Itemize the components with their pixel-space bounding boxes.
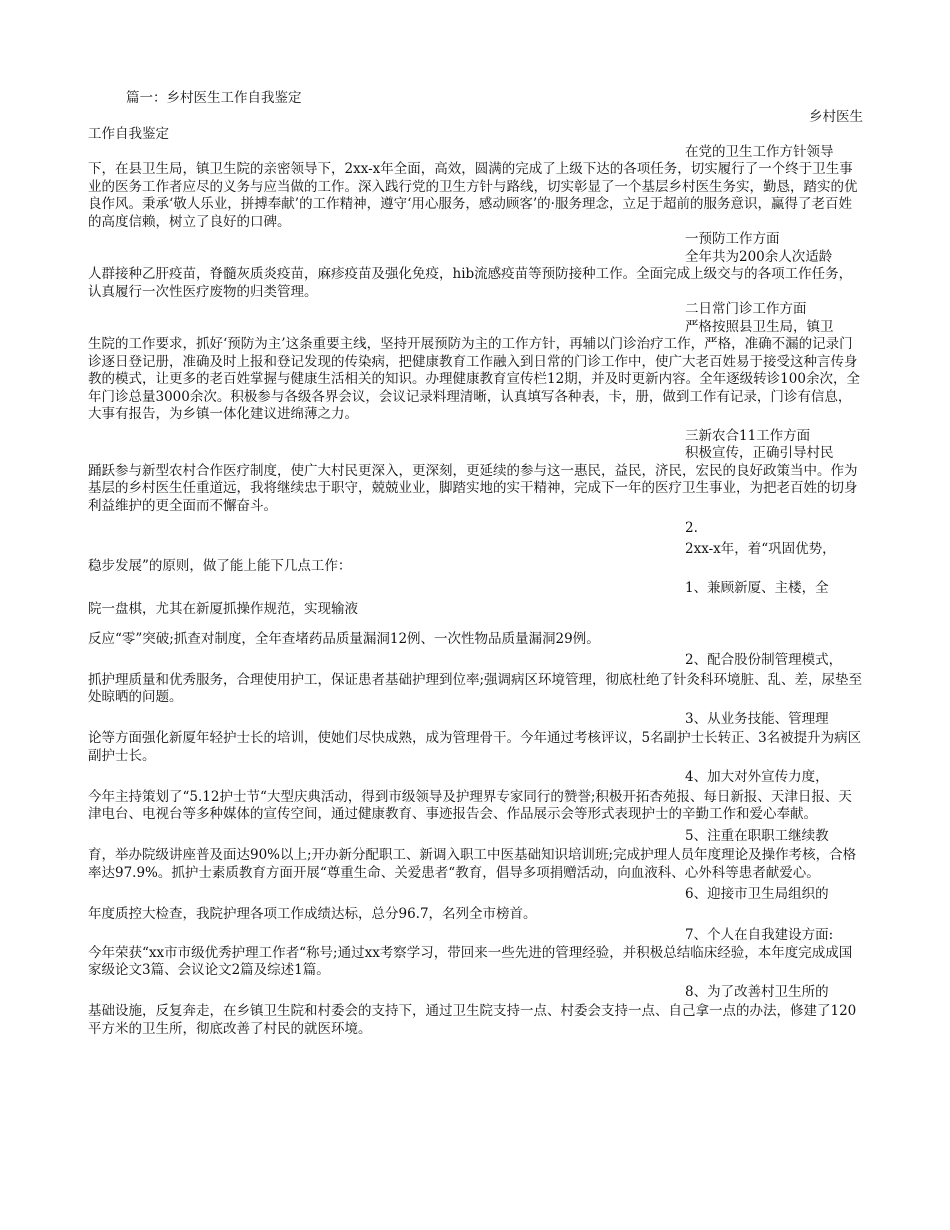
item-lead: 3、从业务技能、管理理 — [685, 710, 829, 727]
doc-subtitle-b: 工作自我鉴定 — [88, 126, 169, 142]
item-lead: 2、配合股份制管理模式， — [685, 652, 843, 668]
document-page — [88, 90, 863, 1038]
paragraph: 下，在县卫生局，镇卫生院的亲密领导下，2xx-x年全面，高效，圆满的完成了上级下达的各项任务，切实履行了一个终于卫生事业的医务工作者应尽的义务与应当做的工作。深入践行党的卫生方针与路线，切实彰显了一个基层乡村医生务实，勤恳，踏实的优良作风。秉承‘敬人乐业，拼搏奉献’的工作精神，遵守‘用心服务，感动顾客’的·服务理念，立足于超前的服务意识，赢得了老百姓的高度信赖，树立了良好的口碑。 — [88, 161, 858, 230]
item-body: 反应“零”突破;抓查对制度，全年查堵药品质量漏洞12例、一次性物品质量漏洞29例。 — [88, 630, 600, 647]
paragraph: 生院的工作要求，抓好‘预防为主’这条重要主线，坚持开展预防为主的工作方针，再辅以门诊治疗工作，严格，准确不漏的记录门诊逐日登记册，准确及时上报和登记发现的传染病，把健康教育工作融入到日常的门诊工作中，使广大老百姓易于接受这种言传身教的模式，让更多的老百姓掌握与健康生活相关的知识。办理健康教育宣传栏12期，并及时更新内容。全年逐级转诊100余次，全年门诊总量3000余次。积极参与各级各界会议，会议记录料理清晰，认真填写各种表，卡，册，做到工作有记录，门诊有信息，大事有报告，为乡镇一体化建议进绵薄之力。 — [88, 336, 860, 422]
item-body: 基础设施，反复奔走，在乡镇卫生院和村委会的支持下，通过卫生院支持一点、村委会支持一点、自己拿一点的办法，修建了120平方米的卫生所，彻底改善了村民的就医环境。 — [88, 1003, 857, 1037]
item-body: 年度质控大检查，我院护理各项工作成绩达标，总分96.7，名列全市榜首。 — [88, 905, 537, 922]
item-body: 育，举办院级讲座普及面达90%以上;开办新分配职工、新调入职工中医基础知识培训班;完成护理人员年度理论及操作考核，合格率达97.9%。抓护士素质教育方面开展“尊重生命、关爱患者“教育，倡导多项捐赠活动，向血液科、心外科等患者献爱心。 — [88, 847, 857, 881]
para-lead: 全年共为200余人次适龄 — [685, 248, 833, 265]
paragraph: 稳步发展”的原则，做了能上能下几点工作： — [88, 558, 352, 574]
item-lead: 7、个人在自我建设方面: — [685, 927, 834, 943]
item-body: 今年主持策划了“5.12护士节“大型庆典活动，得到市级领导及护理界专家同行的赞誉;积极开拓杏苑报、每日新报、天津日报、天津电台、电视台等多种媒体的宣传空间，通过健康教育、事迹报告会、作品展示会等形式表现护士的辛勤工作和爱心奉献。 — [88, 788, 852, 822]
item-body: 论等方面强化新厦年轻护士长的培训，使她们尽快成熟，成为管理骨干。今年通过考核评议，5名副护士长转正、3名被提升为病区副护士长。 — [88, 730, 862, 764]
paragraph: 人群接种乙肝疫苗，脊髓灰质炎疫苗，麻疹疫苗及强化免疫，hib流感疫苗等预防接种工作。全面完成上级交与的各项工作任务，认真履行一次性医疗废物的归类管理。 — [88, 266, 853, 300]
section-heading: 二日常门诊工作方面 — [685, 301, 807, 317]
para-lead: 在党的卫生工作方针领导 — [685, 143, 834, 160]
item-lead: 1、兼顾新厦、主楼，全 — [685, 579, 829, 596]
para-lead: 2xx-x年，着“巩固优势， — [685, 540, 836, 557]
item-lead: 6、迎接市卫生局组织的 — [685, 886, 829, 902]
para-lead: 严格按照县卫生局，镇卫 — [685, 318, 834, 335]
item-body: 抓护理质量和优秀服务，合理使用护工，保证患者基础护理到位率;强调病区环境管理，彻底杜绝了针灸科环境脏、乱、差，尿垫至处晾晒的问题。 — [88, 671, 863, 705]
doc-title: 篇一：乡村医生工作自我鉴定 — [126, 90, 302, 106]
item-body: 今年荣获“xx市市级优秀护理工作者“称号;通过xx考察学习，带回来一些先进的管理经验，并积极总结临床经验，本年度完成成国家级论文3篇、会议论文2篇及综述1篇。 — [88, 944, 853, 978]
section-heading: 一预防工作方面 — [685, 231, 780, 247]
item-lead: 5、注重在职职工继续教 — [685, 827, 829, 844]
item-lead: 8、为了改善村卫生所的 — [685, 983, 829, 1000]
item-body: 院一盘棋，尤其在新厦抓操作规范，实现输液 — [88, 601, 358, 617]
item-lead: 4、加大对外宣传力度， — [685, 769, 829, 785]
section-heading: 三新农合11工作方面 — [685, 427, 811, 444]
paragraph: 踊跃参与新型农村合作医疗制度，使广大村民更深入，更深刻，更延续的参与这一惠民，益民，济民，宏民的良好政策当中。作为基层的乡村医生任重道远，我将继续忠于职守，兢兢业业，脚踏实地的实干精神，完成下一年的医疗卫生事业，为把老百姓的切身利益维护的更全面而不懈奋斗。 — [88, 462, 858, 514]
section-number: 2. — [685, 520, 698, 536]
para-lead: 积极宣传，正确引导村民 — [685, 445, 834, 461]
doc-subtitle-a: 乡村医生 — [809, 108, 863, 125]
